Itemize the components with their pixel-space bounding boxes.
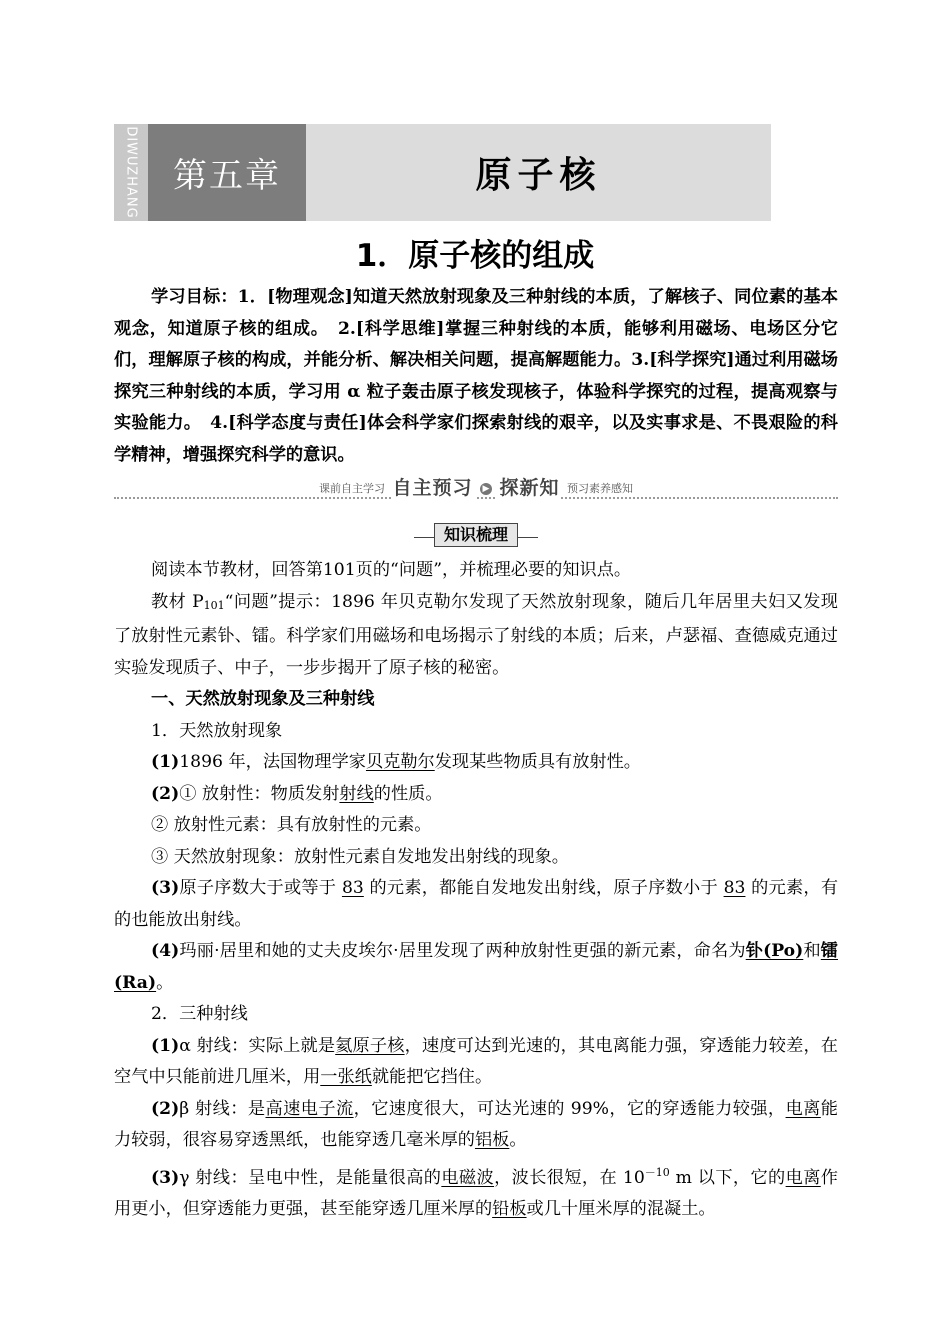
item-1-num: (1): [151, 752, 180, 772]
ray-beta-text-b: ，它速度很大，可达光速的 99%，它的穿透能力较强，: [353, 1098, 786, 1119]
divider-title-right: 探新知: [499, 477, 560, 499]
ray-beta-text-c: 能力较弱，很容易穿透黑纸，也能穿透几毫米厚的: [114, 1098, 838, 1150]
arrow-right-icon: ▶: [480, 483, 492, 495]
item-3: [114, 873, 838, 936]
ray-beta-answer-1: 高速电子流: [265, 1098, 354, 1119]
objectives-lead: 学习目标：1．: [151, 287, 268, 307]
objective-text-3: 通过利用磁场探究三种射线的本质，学习用 α 粒子轰击原子核发现核子，体验科学探究的过程，提高观察与实验能力。 4.: [114, 350, 838, 433]
item-4-text-a: 玛丽·居里和她的丈夫皮埃尔·居里发现了两种放射性更强的新元素，命名为: [179, 941, 746, 961]
item-1-text-b: 发现某些物质具有放射性。: [434, 752, 641, 772]
ray-gamma-num: (3): [151, 1167, 180, 1188]
divider-right-caption: 预习素养感知: [566, 482, 633, 495]
chapter-pinyin-strip: [114, 124, 148, 221]
item-2: [114, 779, 838, 811]
item-1: [114, 747, 838, 779]
preview-divider: [114, 473, 838, 509]
ray-gamma: [114, 1157, 838, 1226]
section-title: 1．原子核的组成: [355, 238, 595, 274]
chapter-title-area: [306, 124, 771, 221]
hint-subscript: 101: [203, 598, 225, 612]
ray-gamma-answer-3: 铅板: [492, 1199, 527, 1219]
chapter-label-box: [148, 124, 306, 221]
item-3-text-c: 的元素，有的也能放出射线。: [114, 878, 839, 930]
ray-beta-num: (2): [151, 1098, 180, 1119]
ray-gamma-text-d: 作用更小，但穿透能力更强，甚至能穿透几厘米厚的: [114, 1167, 838, 1219]
item-2-text-a: ① 放射性：物质发射: [179, 783, 340, 804]
body-text: [114, 282, 838, 1226]
objective-text-1: 知道天然放射现象及三种射线的本质，了解核子、同位素的基本观念，知道原子核的组成。 2.: [114, 287, 838, 339]
item-4-answer-1: 钋(Po): [745, 941, 804, 961]
item-4-answer-2: 镭(Ra): [114, 941, 838, 993]
item-3-text-b: 的元素，都能自发地发出射线，原子序数小于: [363, 878, 724, 898]
item-4-text-b: 和: [803, 941, 821, 961]
ray-beta-answer-2: 电离: [785, 1098, 821, 1119]
ray-alpha-answer-1: 氦原子核: [335, 1035, 405, 1056]
objective-text-2: 掌握三种射线的本质，能够利用磁场、电场区分它们，理解原子核的构成，并能分析、解决相关问题，提高解题能力。: [114, 318, 838, 370]
divider-labels: [114, 473, 838, 505]
ray-beta-text-a: β 射线：是: [179, 1098, 266, 1119]
item-3-answer-1: 83: [341, 878, 364, 898]
ray-beta-text-d: 。: [509, 1130, 527, 1150]
ray-gamma-text-c: m 以下，它的: [669, 1167, 786, 1188]
chapter-label: 第五章: [173, 156, 281, 196]
item-3-answer-2: 83: [723, 878, 746, 898]
item-4-text-c: 。: [156, 972, 174, 993]
item-3-num: (3): [151, 878, 180, 898]
ray-gamma-exponent: －10: [644, 1165, 670, 1179]
objective-tag-2: [科学思维]: [355, 318, 445, 339]
item-4: [114, 936, 838, 999]
ray-gamma-text-e: 或几十厘米厚的混凝土。: [526, 1199, 716, 1219]
ray-gamma-answer-2: 电离: [785, 1167, 821, 1188]
divider-title-left: 自主预习: [392, 477, 473, 499]
learning-objectives: [114, 282, 838, 471]
objective-num-3: 3.: [631, 350, 650, 370]
item-1-answer: 贝克勒尔: [365, 752, 435, 772]
ray-gamma-text-b: ，波长很短，在 10: [494, 1167, 645, 1188]
item-2b: ② 放射性元素：具有放射性的元素。: [151, 815, 432, 835]
ray-alpha-answer-2: 一张纸: [320, 1067, 372, 1087]
chapter-pinyin: DIWUZHANG: [123, 126, 139, 219]
item-4-num: (4): [151, 941, 180, 961]
ray-alpha-num: (1): [151, 1035, 180, 1056]
objective-tag-4: [科学态度与责任]: [228, 413, 367, 433]
ray-beta-answer-3: 铝板: [474, 1130, 510, 1150]
objective-text-4: 体会科学家们探索射线的艰辛，以及实事求是、不畏艰险的科学精神，增强探究科学的意识。: [114, 413, 838, 465]
hint-prefix: 教材 P: [151, 591, 204, 612]
item-2-num: (2): [151, 783, 180, 804]
chapter-title: 原子核: [475, 155, 602, 196]
objective-tag-1: [物理观念]: [267, 287, 353, 307]
ray-alpha-text-c: 就能把它挡住。: [371, 1067, 493, 1087]
ray-alpha-text-a: α 射线：实际上就是: [179, 1035, 336, 1056]
divider-left-caption: 课前自主学习: [319, 482, 386, 495]
item-2-answer: 射线: [339, 783, 374, 804]
hint-text: “问题”提示：1896 年贝克勒尔发现了天然放射现象，随后几年居里夫妇又发现了放射性元素钋、镭。科学家们用磁场和电场揭示了射线的本质；后来，卢瑟福、查德威克通过实验发现质子、中子，一步步揭开了原子核的秘密。: [114, 591, 838, 678]
subheading-1: 1．天然放射现象: [151, 720, 283, 741]
ray-alpha: [114, 1031, 838, 1094]
item-1-text-a: 1896 年，法国物理学家: [179, 752, 366, 772]
item-2-text-b: 的性质。: [373, 783, 443, 804]
ray-beta: [114, 1094, 838, 1157]
subheading-2: 2．三种射线: [151, 1004, 248, 1024]
objective-tag-3: [科学探究]: [649, 350, 735, 370]
ray-alpha-text-b: ，速度可达到光速的，其电离能力强，穿透能力较差，在空气中只能前进几厘米，用: [114, 1035, 838, 1087]
intro-paragraph: 阅读本节教材，回答第101页的“问题”，并梳理必要的知识点。: [151, 560, 632, 580]
section-1-heading: 一、天然放射现象及三种射线: [151, 689, 375, 709]
item-3-text-a: 原子序数大于或等于: [179, 878, 342, 898]
knowledge-tag-wrap: [114, 515, 838, 555]
item-2c: ③ 天然放射现象：放射性元素自发地发出射线的现象。: [151, 846, 569, 867]
hint-paragraph: [114, 587, 838, 685]
ray-gamma-text-a: γ 射线：呈电中性，是能量很高的: [179, 1167, 442, 1188]
knowledge-tag: 知识梳理: [434, 523, 518, 547]
ray-gamma-answer-1: 电磁波: [441, 1167, 495, 1188]
